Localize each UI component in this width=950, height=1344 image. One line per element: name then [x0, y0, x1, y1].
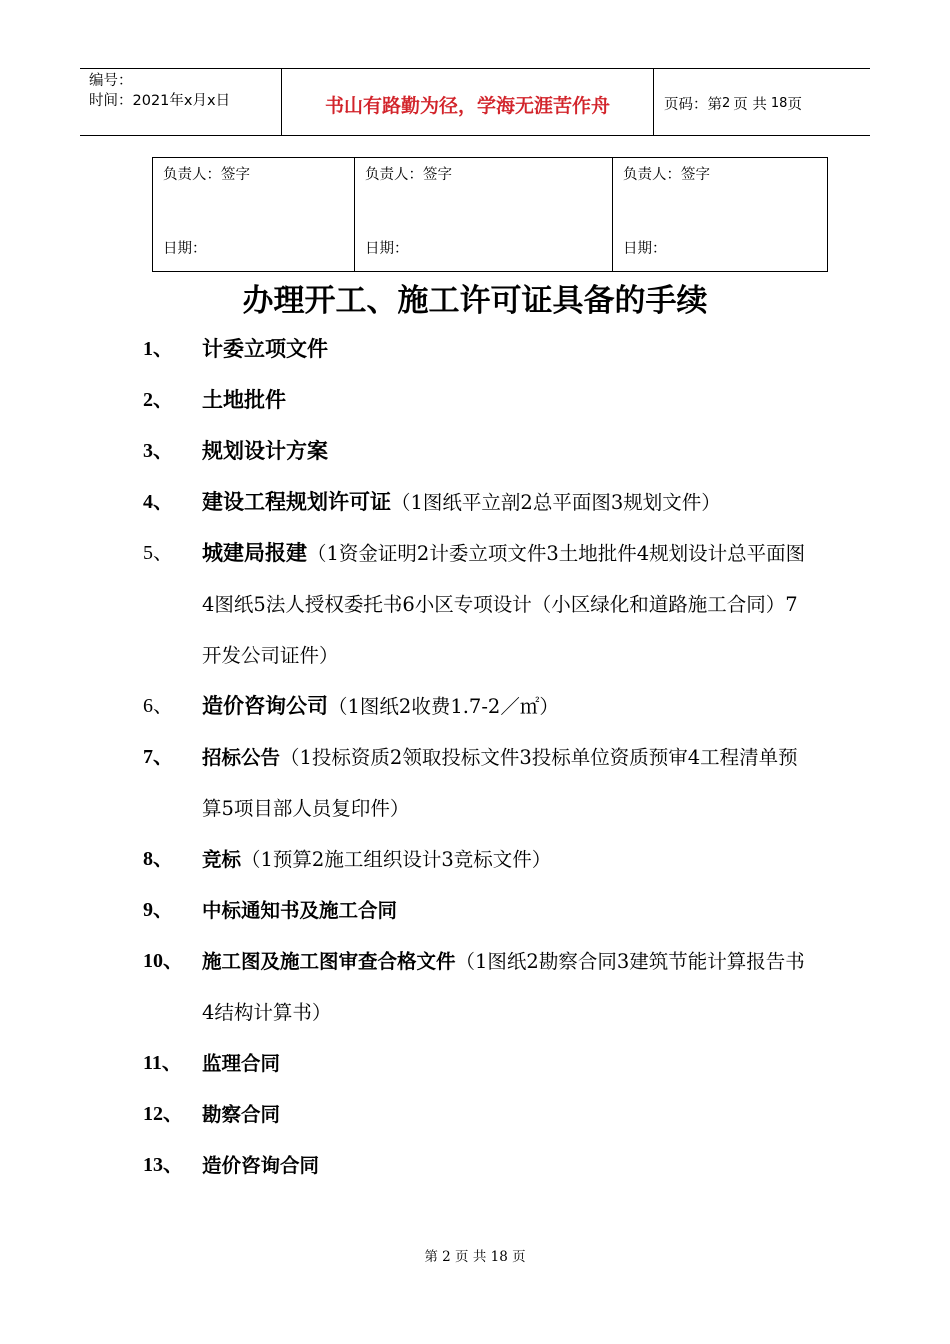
- item-title: 监理合同: [202, 1052, 281, 1075]
- header-page-info: [654, 69, 870, 135]
- item-number: 13、: [143, 1154, 183, 1176]
- list-item: [143, 732, 813, 834]
- list-item: [143, 528, 813, 681]
- item-title: 招标公告: [202, 746, 281, 769]
- item-title: 土地批件: [202, 388, 286, 412]
- list-item: [143, 885, 813, 936]
- item-title: 造价咨询合同: [202, 1154, 320, 1177]
- list-item: [143, 681, 813, 732]
- item-title: 规划设计方案: [202, 439, 328, 463]
- signature-table: [152, 157, 828, 272]
- item-detail: （1图纸平立剖2总平面图3规划文件）: [391, 491, 721, 514]
- item-title: 施工图及施工图审查合格文件: [202, 950, 456, 973]
- date-label: 时间：: [89, 93, 133, 109]
- item-number: 3、: [143, 440, 173, 462]
- page-mid: 页 共: [733, 97, 767, 113]
- signature-cell-1: [153, 158, 355, 271]
- list-item: [143, 426, 813, 477]
- page-label: 页码：第: [664, 97, 722, 113]
- header-meta: [80, 69, 282, 135]
- item-number: 2、: [143, 389, 173, 411]
- date-label: 日期：: [163, 241, 207, 257]
- item-title: 中标通知书及施工合同: [202, 899, 398, 922]
- page-total: 18: [770, 96, 788, 111]
- date-label: 日期：: [623, 241, 667, 257]
- item-detail: （1投标资质2领取投标文件3投标单位资质预审4工程清单预算5项目部人员复印件）: [202, 746, 798, 820]
- item-number: 4、: [143, 491, 173, 513]
- responsible-label: 负责人：签字: [623, 167, 710, 183]
- procedure-list: [143, 324, 813, 1191]
- date-value: 2021年x月x日: [132, 93, 231, 109]
- signature-cell-2: [355, 158, 613, 271]
- item-detail: （1图纸2收费1.7-2／㎡）: [328, 695, 559, 718]
- item-number: 9、: [143, 899, 173, 921]
- page-header: [80, 68, 870, 136]
- signature-cell-3: [613, 158, 827, 271]
- list-item: [143, 1140, 813, 1191]
- item-number: 10、: [143, 950, 183, 972]
- list-item: [143, 834, 813, 885]
- page-footer: 第 2 页 共 18 页: [424, 1249, 526, 1265]
- list-item: [143, 1089, 813, 1140]
- item-title: 建设工程规划许可证: [202, 490, 391, 514]
- page-title: 办理开工、施工许可证具备的手续: [242, 283, 708, 319]
- responsible-label: 负责人：签字: [365, 167, 452, 183]
- list-item: [143, 1038, 813, 1089]
- header-motto: 书山有路勤为径，学海无涯苦作舟: [282, 69, 654, 135]
- item-title: 勘察合同: [202, 1103, 281, 1126]
- list-item: [143, 324, 813, 375]
- item-title: 造价咨询公司: [202, 694, 328, 718]
- list-item: [143, 936, 813, 1038]
- item-title: 竞标: [202, 848, 242, 871]
- item-number: 11、: [143, 1052, 182, 1074]
- item-number: 6、: [143, 695, 173, 717]
- item-number: 8、: [143, 848, 173, 870]
- date-label: 日期：: [365, 241, 409, 257]
- responsible-label: 负责人：签字: [163, 167, 250, 183]
- item-title: 计委立项文件: [202, 337, 328, 361]
- list-item: [143, 477, 813, 528]
- item-number: 7、: [143, 746, 173, 768]
- item-detail: （1图纸2勘察合同3建筑节能计算报告书4结构计算书）: [202, 950, 805, 1024]
- page-current: 2: [722, 96, 731, 111]
- list-item: [143, 375, 813, 426]
- page-end: 页: [787, 97, 802, 113]
- item-number: 5、: [143, 542, 173, 564]
- item-detail: （1预算2施工组织设计3竞标文件）: [241, 848, 552, 871]
- item-detail: （1资金证明2计委立项文件3土地批件4规划设计总平面图4图纸5法人授权委托书6小区专项设计（小区绿化和道路施工合同）7开发公司证件）: [202, 542, 806, 667]
- item-number: 1、: [143, 338, 173, 360]
- number-label: 编号：: [89, 73, 133, 89]
- item-title: 城建局报建: [202, 541, 307, 565]
- item-number: 12、: [143, 1103, 183, 1125]
- date-line: [89, 91, 281, 111]
